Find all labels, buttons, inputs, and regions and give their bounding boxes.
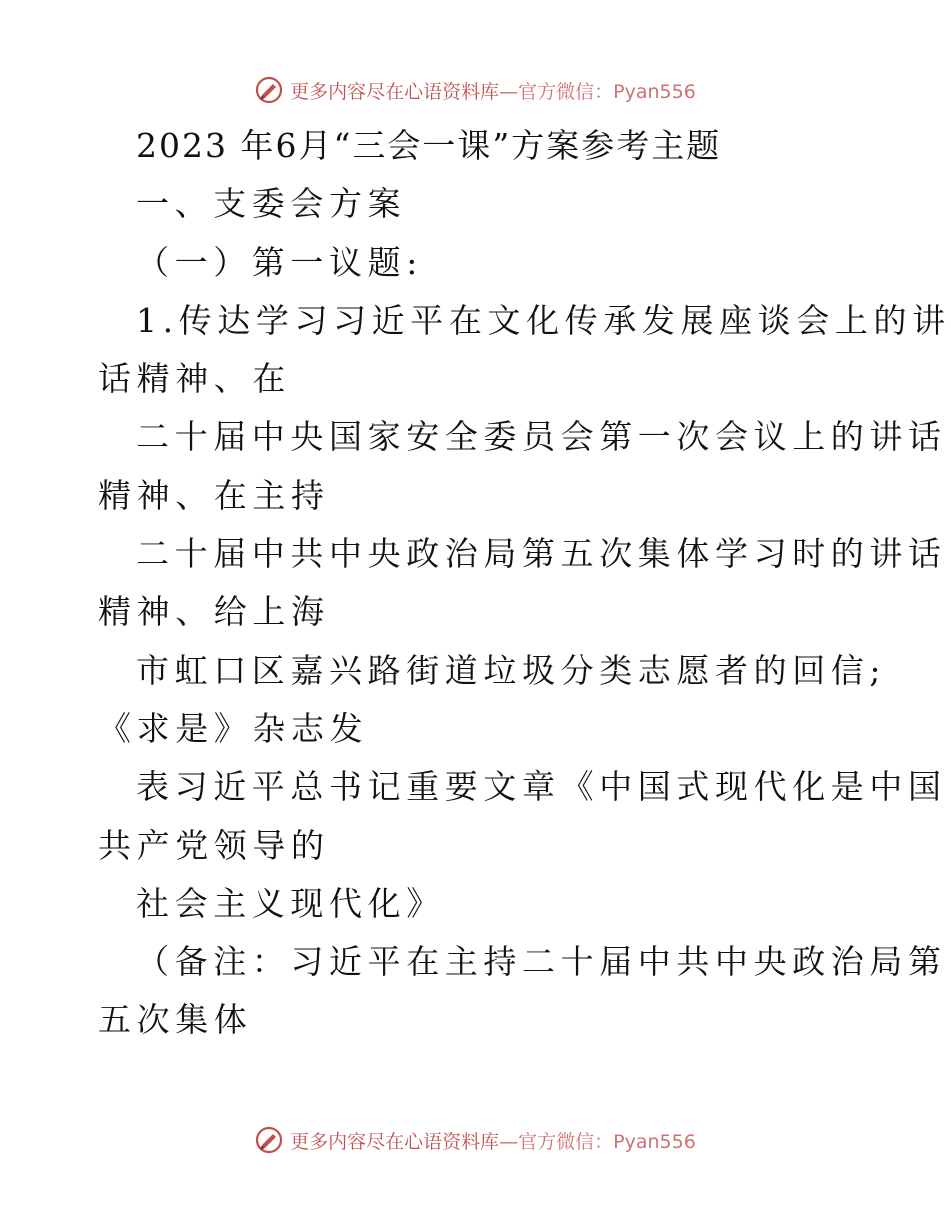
paragraph-line: 二十届中央国家安全委员会第一次会议上的讲话 bbox=[136, 417, 947, 457]
pen-logo-icon bbox=[254, 1125, 284, 1155]
subsection-heading: （一）第一议题: bbox=[136, 242, 423, 282]
document-title: 2023 年6月“三会一课”方案参考主题 bbox=[136, 126, 722, 165]
paragraph-line: 话精神、在 bbox=[98, 359, 291, 399]
watermark-main-text: 更多内容尽在心语资料库 bbox=[290, 80, 500, 103]
pen-logo-icon bbox=[254, 75, 284, 105]
paragraph-line: 《求是》杂志发 bbox=[98, 708, 369, 748]
header-watermark bbox=[0, 70, 950, 110]
paragraph-line: 社会主义现代化》 bbox=[136, 883, 445, 923]
paragraph-line: 精神、给上海 bbox=[98, 592, 330, 632]
paragraph-line: 二十届中共中央政治局第五次集体学习时的讲话 bbox=[136, 534, 947, 574]
document-body bbox=[98, 117, 951, 1050]
watermark-main-text: 更多内容尽在心语资料库 bbox=[290, 1130, 500, 1153]
section-heading: 一、支委会方案 bbox=[136, 184, 407, 224]
paragraph-line: 市虹口区嘉兴路街道垃圾分类志愿者的回信; bbox=[136, 650, 887, 690]
paragraph-line: （备注：习近平在主持二十届中共中央政治局第 bbox=[136, 942, 947, 982]
footer-watermark bbox=[0, 1120, 950, 1160]
watermark-contact-text: —官方微信：Pyan556 bbox=[499, 1130, 696, 1153]
watermark-contact-text: —官方微信：Pyan556 bbox=[499, 80, 696, 103]
paragraph-line: 表习近平总书记重要文章《中国式现代化是中国 bbox=[136, 767, 947, 807]
paragraph-line: 1.传达学习习近平在文化传承发展座谈会上的讲 bbox=[136, 300, 951, 340]
paragraph-line: 五次集体 bbox=[98, 1000, 253, 1040]
paragraph-line: 共产党领导的 bbox=[98, 825, 330, 865]
paragraph-line: 精神、在主持 bbox=[98, 475, 330, 515]
